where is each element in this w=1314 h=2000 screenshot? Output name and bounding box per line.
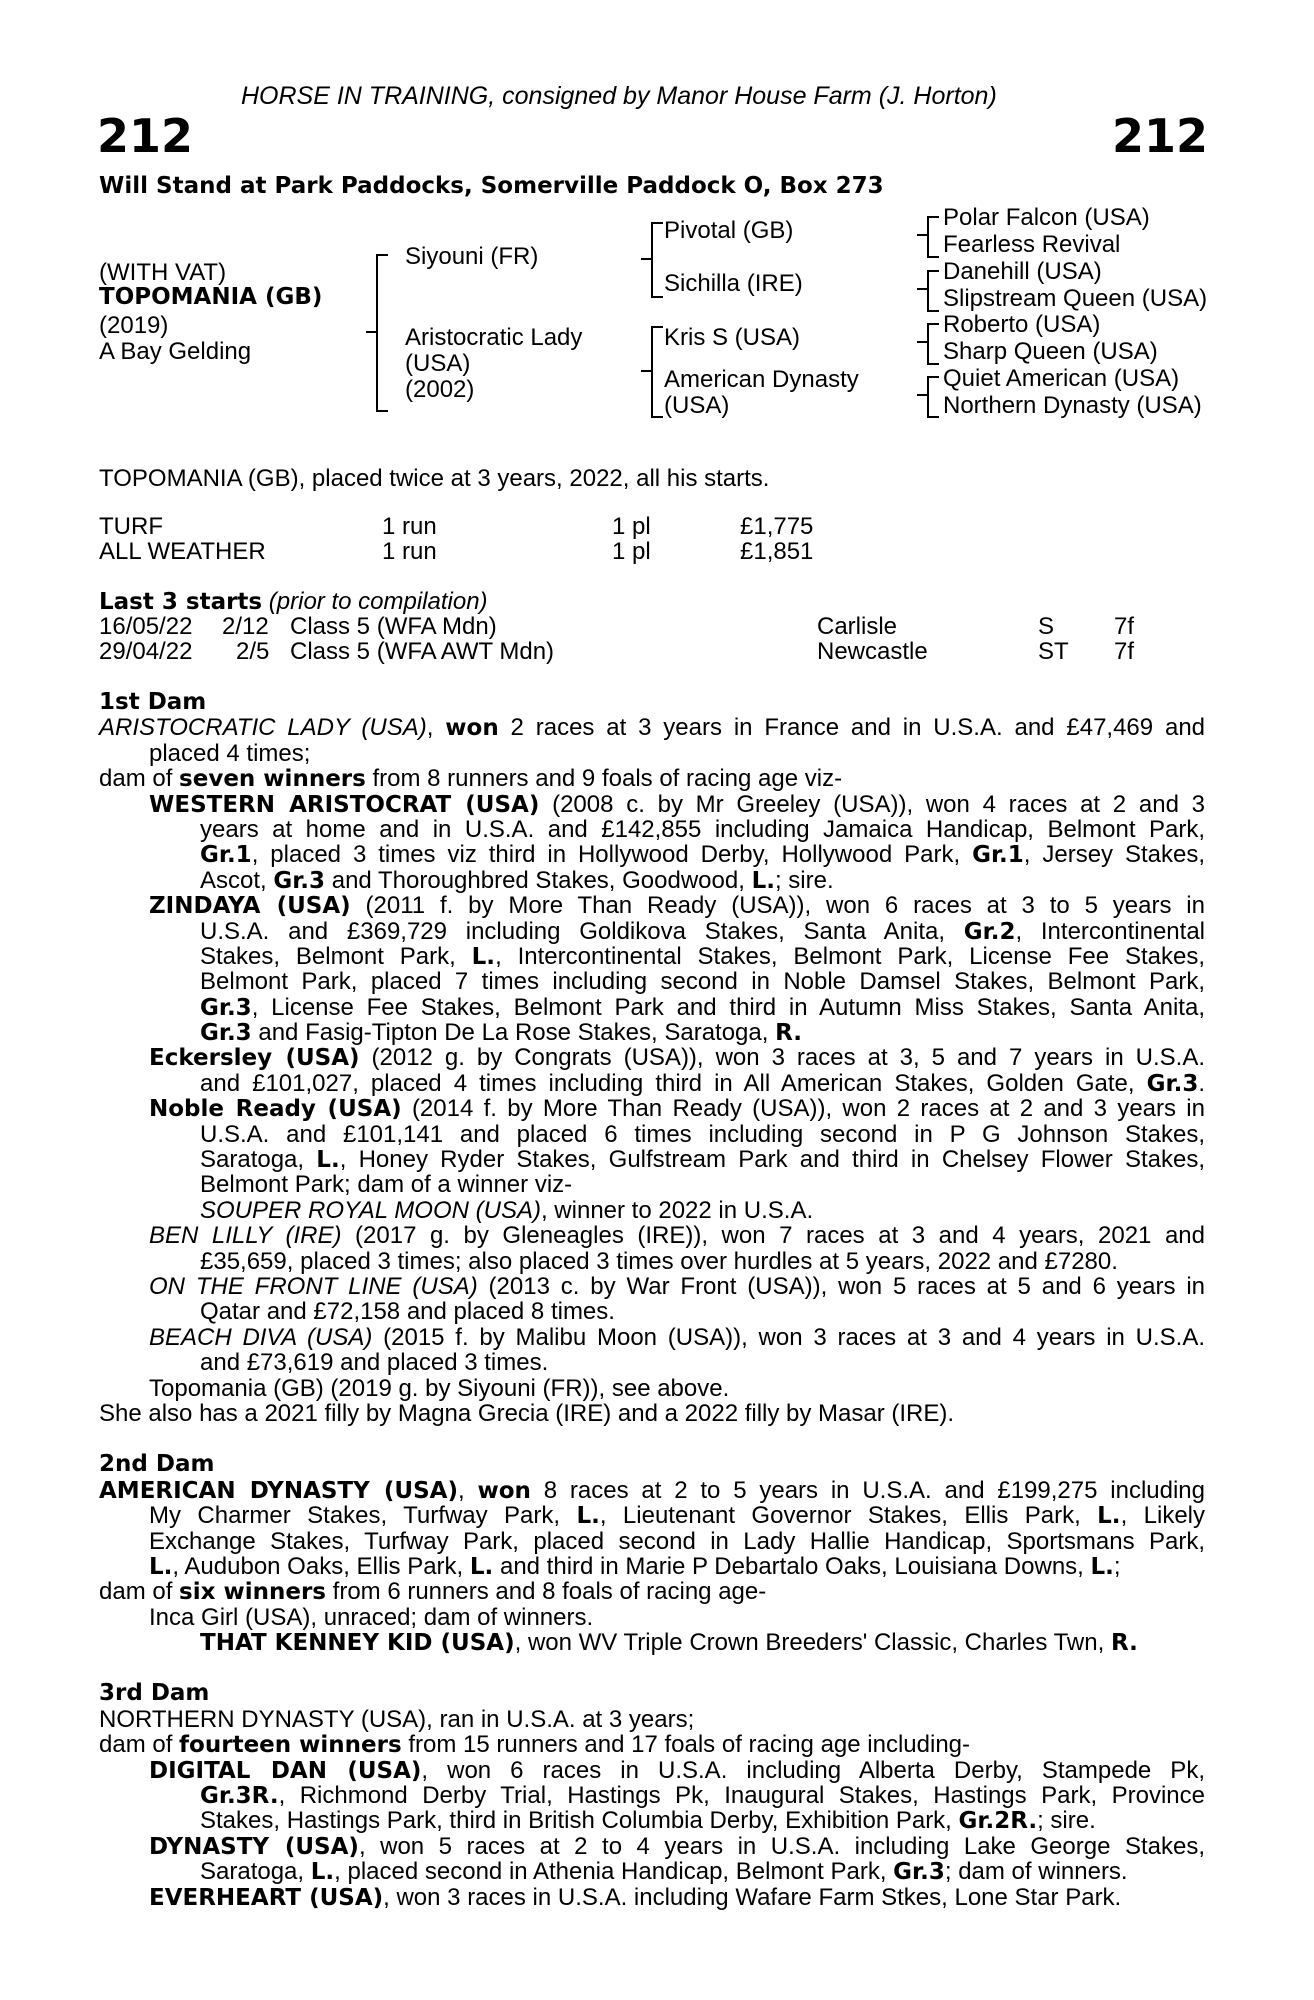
pedigree-ddd: Northern Dynasty (USA): [943, 392, 1202, 419]
bold-text: L.: [471, 943, 496, 970]
bold-text: fourteen winners: [179, 1732, 402, 1759]
bold-text: DYNASTY (USA): [149, 1833, 359, 1860]
brace-gen1: [376, 254, 388, 412]
dam1-line: [99, 969, 1205, 994]
line-text: £35,659, placed 3 times; also placed 3 times over hurdles at 5 years, 2022 and £7280.: [200, 1247, 1118, 1275]
dam1-line: [99, 1401, 1205, 1426]
bold-text: L.: [751, 867, 775, 894]
dam1-line: [99, 893, 1205, 918]
line-text: ,: [458, 1476, 478, 1504]
start-going-1: S: [1038, 613, 1055, 640]
line-text: (2017 g. by Gleneagles (IRE)), won 7 races at 3 and 4 years, 2021 and: [341, 1222, 1205, 1250]
start-going-2: ST: [1038, 638, 1069, 665]
bold-text: AMERICAN DYNASTY (USA): [99, 1477, 458, 1504]
brace-dd: [927, 376, 939, 418]
pedigree-sdd: Slipstream Queen (USA): [943, 285, 1208, 312]
line-text: Exchange Stakes, Turfway Park, placed second in Lady Hallie Handicap, Sportsmans Park,: [149, 1527, 1205, 1555]
line-text: , Intercontinental: [1015, 917, 1205, 945]
line-text: , won 5 races at 2 to 4 years in U.S.A. including Lake George Stakes,: [358, 1832, 1205, 1860]
dam3-line: [99, 1834, 1205, 1859]
second-dam-heading: 2nd Dam: [99, 1451, 215, 1478]
line-text: Stakes, Hastings Park, third in British Columbia Derby, Exhibition Park,: [200, 1807, 959, 1835]
pedigree-sss: Polar Falcon (USA): [943, 204, 1150, 231]
dam1-line: [99, 1096, 1205, 1121]
dam1-line: [99, 1325, 1205, 1350]
pedigree-dsd: Sharp Queen (USA): [943, 338, 1158, 365]
line-text: Stakes, Belmont Park,: [200, 942, 472, 970]
start-dist-2: 7f: [1114, 638, 1135, 665]
brace-sire-point: [641, 258, 653, 260]
pedigree-dam-3: (2002): [405, 376, 475, 403]
line-text: ;: [1113, 1552, 1121, 1580]
dam1-line: [99, 995, 1205, 1020]
dam3-line: [99, 1758, 1205, 1783]
bold-text: L.: [469, 1553, 494, 1580]
stand-info: Will Stand at Park Paddocks, Somerville Paddock O, Box 273: [99, 173, 884, 199]
brace-ss: [927, 216, 939, 258]
line-text: dam of: [99, 1578, 180, 1606]
italic-text: BEACH DIVA (USA): [149, 1323, 373, 1351]
horse-name: TOPOMANIA (GB): [99, 284, 323, 310]
line-text: , won WV Triple Crown Breeders' Classic, Charles Twn,: [514, 1629, 1111, 1657]
pedigree-dd-2: (USA): [664, 392, 730, 419]
dam1-line: [99, 766, 1205, 791]
bold-text: Gr.1: [972, 842, 1024, 869]
line-text: , placed 3 times viz third in Hollywood Derby, Hollywood Park,: [251, 841, 973, 869]
dam1-line: [99, 919, 1205, 944]
line-text: from 15 runners and 17 foals of racing age including-: [401, 1731, 971, 1759]
line-text: , License Fee Stakes, Belmont Park and third in Autumn Miss Stakes, Santa Anita,: [251, 993, 1205, 1021]
pedigree-dss: Roberto (USA): [943, 311, 1101, 338]
dam2-line: [99, 1478, 1205, 1503]
dam1-line: [99, 1020, 1205, 1045]
dam3-line: [99, 1783, 1205, 1808]
line-text: ; sire.: [1037, 1807, 1096, 1835]
line-text: and £73,619 and placed 3 times.: [200, 1349, 549, 1377]
line-text: U.S.A. and £101,141 and placed 6 times including second in P G Johnson Stakes,: [200, 1120, 1205, 1148]
dam1-line: [99, 741, 1205, 766]
dam1-line: [99, 1376, 1205, 1401]
bold-text: Gr.2R.: [958, 1808, 1038, 1835]
dam1-line: [99, 944, 1205, 969]
start-date-1: 16/05/22: [99, 613, 193, 640]
bold-text: L.: [1090, 1553, 1114, 1580]
record-placed-turf: 1 pl: [612, 513, 651, 540]
line-text: and third in Marie P Debartalo Oaks, Louisiana Downs,: [493, 1552, 1091, 1580]
dam1-line: [99, 715, 1205, 740]
pedigree-sd: Sichilla (IRE): [664, 270, 803, 297]
bold-text: won: [445, 715, 499, 742]
line-text: Qatar and £72,158 and placed 8 times.: [200, 1298, 615, 1326]
brace-dam-point: [641, 370, 653, 372]
dam3-line: [99, 1859, 1205, 1884]
last-starts-heading: [99, 589, 488, 615]
pedigree-dds: Quiet American (USA): [943, 365, 1180, 392]
bold-text: R.: [775, 1020, 802, 1047]
line-text: (2013 c. by War Front (USA)), won 5 races at 5 and 6 years in: [477, 1272, 1205, 1300]
lot-number-left: 212: [97, 109, 194, 163]
line-text: , Lieutenant Governor Stakes, Ellis Park,: [599, 1502, 1098, 1530]
pedigree-ss: Pivotal (GB): [664, 217, 794, 244]
line-text: , Honey Ryder Stakes, Gulfstream Park and third in Chelsey Flower Stakes,: [339, 1146, 1206, 1174]
line-text: , Intercontinental Stakes, Belmont Park, License Fee Stakes,: [495, 942, 1205, 970]
dam1-line: [99, 842, 1205, 867]
line-text: , Audubon Oaks, Ellis Park,: [172, 1552, 470, 1580]
dam1-line: [99, 1172, 1205, 1197]
line-text: , Likely: [1120, 1502, 1205, 1530]
brace-ds: [927, 323, 939, 365]
line-text: from 8 runners and 9 foals of racing age viz-: [365, 765, 843, 793]
start-race-2: Class 5 (WFA AWT Mdn): [290, 638, 555, 665]
brace-sd: [927, 270, 939, 312]
bold-text: Gr.3: [273, 867, 326, 894]
bold-text: ZINDAYA (USA): [149, 893, 351, 920]
line-text: She also has a 2021 filly by Magna Grecia (IRE) and a 2022 filly by Masar (IRE).: [99, 1399, 955, 1427]
dam1-line: [99, 868, 1205, 893]
horse-year: (2019): [99, 312, 169, 339]
dam2-line: [99, 1503, 1205, 1528]
line-text: Inca Girl (USA), unraced; dam of winners.: [149, 1603, 594, 1631]
dam1-line: [99, 1350, 1205, 1375]
line-text: years at home and in U.S.A. and £142,855 including Jamaica Handicap, Belmont Park,: [200, 815, 1205, 843]
line-text: (2012 g. by Congrats (USA)), won 3 races at 3, 5 and 7 years in U.S.A.: [359, 1044, 1206, 1072]
line-text: 2 races at 3 years in France and in U.S.A. and £47,469 and: [498, 714, 1206, 742]
third-dam-body: [99, 1707, 1205, 1910]
second-dam-body: [99, 1478, 1205, 1656]
bold-text: THAT KENNEY KID (USA): [200, 1630, 515, 1657]
vat-label: (WITH VAT): [99, 259, 227, 286]
line-text: Saratoga,: [200, 1146, 317, 1174]
pedigree-dam-1: Aristocratic Lady: [405, 324, 583, 351]
dam1-line: [99, 1223, 1205, 1248]
brace-sd-point: [917, 288, 929, 290]
line-text: (2015 f. by Malibu Moon (USA)), won 3 races at 3 and 4 years in U.S.A.: [372, 1323, 1205, 1351]
start-race-1: Class 5 (WFA Mdn): [290, 613, 497, 640]
line-text: dam of: [99, 765, 180, 793]
line-text: ; sire.: [774, 866, 834, 894]
pedigree-dd-1: American Dynasty: [664, 366, 859, 393]
pedigree-ds: Kris S (USA): [664, 324, 801, 351]
bold-text: Gr.2: [963, 918, 1016, 945]
dam1-line: [99, 1249, 1205, 1274]
bold-text: Gr.3: [200, 1020, 252, 1047]
bold-text: Gr.3: [200, 994, 252, 1021]
pedigree-dam-2: (USA): [405, 350, 471, 377]
record-placed-aw: 1 pl: [612, 538, 651, 565]
record-surface-turf: TURF: [99, 513, 163, 540]
line-text: Saratoga,: [200, 1858, 311, 1886]
dam2-line: [99, 1605, 1205, 1630]
race-summary: TOPOMANIA (GB), placed twice at 3 years, 2022, all his starts.: [99, 465, 770, 492]
third-dam-heading: 3rd Dam: [99, 1680, 210, 1707]
last-starts-note: (prior to compilation): [268, 588, 488, 615]
record-earnings-aw: £1,851: [740, 538, 814, 565]
line-text: .: [1198, 1069, 1205, 1097]
line-text: Topomania (GB) (2019 g. by Siyouni (FR)), see above.: [149, 1374, 730, 1402]
bold-text: Gr.3: [1146, 1070, 1199, 1097]
first-dam-heading: 1st Dam: [99, 689, 207, 715]
bold-text: EVERHEART (USA): [149, 1884, 384, 1911]
bold-text: DIGITAL DAN (USA): [149, 1757, 422, 1784]
dam3-line: [99, 1885, 1205, 1910]
bold-text: Eckersley (USA): [149, 1045, 360, 1072]
line-text: , winner to 2022 in U.S.A.: [540, 1196, 814, 1224]
bold-text: L.: [576, 1503, 600, 1530]
first-dam-body: [99, 715, 1205, 1426]
dam2-line: [99, 1630, 1205, 1655]
bold-text: Gr.1: [200, 842, 252, 869]
line-text: (2011 f. by More Than Ready (USA)), won 6 races at 3 to 5 years in: [350, 892, 1205, 920]
dam1-line: [99, 1045, 1205, 1070]
start-course-2: Newcastle: [817, 638, 928, 665]
line-text: U.S.A. and £369,729 including Goldikova Stakes, Santa Anita,: [200, 917, 964, 945]
dam3-line: [99, 1732, 1205, 1757]
start-pos-2: 2/5: [236, 638, 270, 665]
dam1-line: [99, 817, 1205, 842]
start-course-1: Carlisle: [817, 613, 898, 640]
dam1-line: [99, 1274, 1205, 1299]
last-starts-title: Last 3 starts: [99, 589, 263, 615]
brace-gen1-point: [366, 331, 378, 333]
bold-text: L.: [316, 1147, 340, 1174]
lot-number-right: 212: [1112, 109, 1209, 163]
line-text: ,: [426, 714, 446, 742]
line-text: (2008 c. by Mr Greeley (USA)), won 4 races at 2 and 3: [539, 790, 1205, 818]
line-text: 8 races at 2 to 5 years in U.S.A. and £199,275 including: [530, 1476, 1205, 1504]
line-text: My Charmer Stakes, Turfway Park,: [149, 1502, 577, 1530]
dam1-line: [99, 1122, 1205, 1147]
pedigree-ssd: Fearless Revival: [943, 231, 1121, 258]
record-runs-aw: 1 run: [382, 538, 437, 565]
bold-text: R.: [1110, 1630, 1138, 1657]
italic-text: SOUPER ROYAL MOON (USA): [200, 1196, 541, 1224]
brace-dam: [651, 326, 663, 418]
bold-text: L.: [310, 1859, 335, 1886]
dam1-line: [99, 792, 1205, 817]
bold-text: Gr.3: [893, 1859, 945, 1886]
bold-text: Gr.3R.: [200, 1783, 279, 1810]
start-pos-1: 2/12: [222, 613, 269, 640]
start-dist-1: 7f: [1114, 613, 1135, 640]
line-text: Ascot,: [200, 866, 274, 894]
dam2-line: [99, 1579, 1205, 1604]
line-text: Belmont Park; dam of a winner viz-: [200, 1171, 573, 1199]
bold-text: Noble Ready (USA): [149, 1096, 402, 1123]
line-text: , Richmond Derby Trial, Hastings Pk, Inaugural Stakes, Hastings Park, Province: [278, 1782, 1205, 1810]
brace-ss-point: [917, 234, 929, 236]
dam-sections: [99, 690, 1205, 1910]
bold-text: six winners: [179, 1579, 326, 1606]
italic-text: ARISTOCRATIC LADY (USA): [99, 714, 427, 742]
dam2-line: [99, 1554, 1205, 1579]
line-text: and Thoroughbred Stakes, Goodwood,: [325, 866, 752, 894]
italic-text: ON THE FRONT LINE (USA): [149, 1272, 478, 1300]
line-text: from 6 runners and 8 foals of racing age-: [325, 1578, 767, 1606]
horse-description: A Bay Gelding: [99, 338, 252, 365]
italic-text: BEN LILLY (IRE): [149, 1222, 342, 1250]
bold-text: won: [477, 1477, 531, 1504]
line-text: (2014 f. by More Than Ready (USA)), won 2 races at 2 and 3 years in: [401, 1095, 1205, 1123]
bold-text: L.: [1097, 1503, 1121, 1530]
line-text: , placed second in Athenia Handicap, Belmont Park,: [334, 1858, 894, 1886]
line-text: , won 3 races in U.S.A. including Wafare Farm Stkes, Lone Star Park.: [383, 1883, 1122, 1911]
line-text: Belmont Park, placed 7 times including second in Noble Damsel Stakes, Belmont Park,: [200, 968, 1205, 996]
record-surface-aw: ALL WEATHER: [99, 538, 266, 565]
line-text: , won 6 races in U.S.A. including Alberta Derby, Stampede Pk,: [421, 1756, 1205, 1784]
dam1-line: [99, 1299, 1205, 1324]
dam1-line: [99, 1198, 1205, 1223]
bold-text: L.: [149, 1553, 173, 1580]
pedigree-sds: Danehill (USA): [943, 258, 1102, 285]
line-text: , Jersey Stakes,: [1023, 841, 1206, 869]
line-text: NORTHERN DYNASTY (USA), ran in U.S.A. at 3 years;: [99, 1705, 695, 1733]
start-date-2: 29/04/22: [99, 638, 193, 665]
line-text: placed 4 times;: [149, 739, 311, 767]
line-text: and Fasig-Tipton De La Rose Stakes, Saratoga,: [251, 1019, 776, 1047]
record-earnings-turf: £1,775: [740, 513, 814, 540]
dam1-line: [99, 1147, 1205, 1172]
dam3-line: [99, 1808, 1205, 1833]
bold-text: seven winners: [179, 766, 366, 793]
record-runs-turf: 1 run: [382, 513, 437, 540]
pedigree-sire: Siyouni (FR): [405, 243, 539, 270]
brace-ds-point: [917, 341, 929, 343]
dam1-line: [99, 1071, 1205, 1096]
brace-sire: [651, 222, 663, 298]
dam3-line: [99, 1707, 1205, 1732]
line-text: and £101,027, placed 4 times including third in All American Stakes, Golden Gate,: [200, 1069, 1147, 1097]
bold-text: WESTERN ARISTOCRAT (USA): [149, 791, 540, 818]
line-text: dam of: [99, 1731, 180, 1759]
consignment-line: HORSE IN TRAINING, consigned by Manor House Farm (J. Horton): [241, 82, 997, 110]
line-text: ; dam of winners.: [944, 1858, 1128, 1886]
brace-dd-point: [917, 394, 929, 396]
dam2-line: [99, 1529, 1205, 1554]
